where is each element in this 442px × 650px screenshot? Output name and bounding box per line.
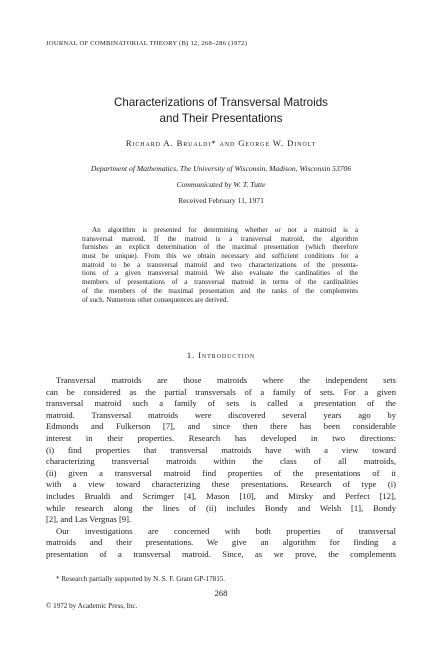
body-line: with a view toward characterizing these presentations. Research of type (i) <box>46 479 396 490</box>
title-line-2: and Their Presentations <box>159 112 283 125</box>
body-line: Transversal matroids are those matroids where the independent sets <box>56 375 396 385</box>
journal-running-head: JOURNAL OF COMBINATORIAL THEORY (B) 12, 268–286 (1972) <box>46 40 248 47</box>
abstract-line: members of presentations of a transversal matroid in terms of the cardinalities <box>82 278 358 287</box>
affiliation: Department of Mathematics, The University of Wisconsin, Madison, Wisconsin 53706 <box>90 164 352 173</box>
received-date: Received February 11, 1971 <box>178 196 264 205</box>
body-line: can be considered as the partial transversals of a family of sets. For a given <box>46 386 396 397</box>
abstract-line: An algorithm is presented for determining whether or not a matroid is a <box>92 226 358 234</box>
abstract-line: of the members of the maximal presentation and the ranks of the complements <box>82 286 358 295</box>
copyright-notice: © 1972 by Academic Press, Inc. <box>46 602 138 610</box>
body-line: characterizing transversal matroids within the class of all matroids, <box>46 456 396 467</box>
abstract-line: of such. Numerous other consequences are derived. <box>82 295 229 304</box>
page-number: 268 <box>214 588 228 598</box>
body-line: (ii) given a transversal matroid find properties of the presentations of it <box>46 467 396 478</box>
body-line: while research along the lines of (ii) includes Bondy and Welsh [1], Bondy <box>46 502 396 513</box>
communicated-by: Communicated by W. T. Tutte <box>176 180 266 189</box>
body-line: Edmonds and Fulkerson [7], and since then there has been considerable <box>46 421 396 432</box>
authors: Richard A. Brualdi* and George W. Dinolt <box>125 138 317 148</box>
section-heading: 1. Introduction <box>186 350 256 360</box>
body-line: transversal matroid such a family of sets is called a presentation of the <box>46 398 396 409</box>
body-line: presentation of a transversal matroid. Since, as we prove, the complements <box>46 548 396 559</box>
body-line: Our investigations are concerned with both properties of transversal <box>56 525 396 536</box>
body-line: (i) find properties that transversal matroids have with a view toward <box>46 444 396 455</box>
abstract <box>82 226 358 304</box>
footnote: * Research partially supported by N. S. F. Grant GP-17815. <box>56 575 226 583</box>
abstract-line: furnishes an explicit determination of the maximal presentation (which therefore <box>82 243 358 252</box>
section-body <box>46 375 396 561</box>
body-line: interest in their properties. Research has developed in two directions: <box>46 432 396 443</box>
body-line: includes Brualdi and Scrimger [4], Mason [10], and Mirsky and Perfect [12], <box>46 490 396 501</box>
abstract-line: transversal matroid. If the matroid is a transversal matroid, the algorithm <box>82 234 358 243</box>
abstract-line: matroid to be a transversal matroid and two characterizations of the presenta- <box>82 260 358 269</box>
title-line-1: Characterizations of Transversal Matroids <box>114 96 328 109</box>
body-line: matroids and their presentations. We give an algorithm for finding a <box>46 537 396 548</box>
abstract-line: tions of a given transversal matroid. We also evaluate the cardinalities of the <box>82 269 358 278</box>
body-line: matroid. Transversal matroids were discovered several years ago by <box>46 409 396 420</box>
paper-title <box>40 95 402 127</box>
body-line: [2], and Las Vergnas [9]. <box>46 514 132 525</box>
abstract-line: must be unique). From this we obtain necessary and sufficient conditions for a <box>82 252 358 261</box>
